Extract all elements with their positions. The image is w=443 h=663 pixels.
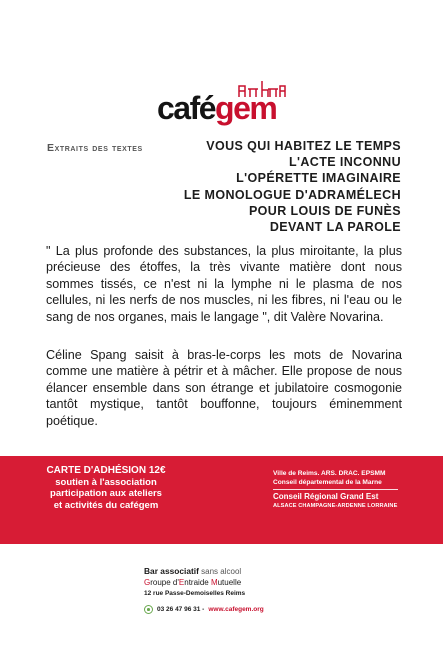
footer-bar-bold: Bar associatif — [144, 566, 199, 576]
logo-word-cafe: café — [157, 90, 216, 126]
sponsor-region: Conseil Régional Grand Est — [273, 492, 379, 502]
membership-price: CARTE D'ADHÉSION 12€ — [46, 465, 166, 476]
footer-group-text: roupe d' — [150, 578, 179, 587]
title-item: LE MONOLOGUE D'ADRAMÉLECH — [183, 187, 401, 202]
footer-group-initial: G — [144, 578, 151, 587]
footer-contact — [144, 605, 264, 614]
footer-bar-line — [144, 566, 324, 577]
description-paragraph: Céline Spang saisit à bras-le-corps les mots de Novarina comme une matière à pétrir et à mâcher. Elle propose de nous élancer ensemble dans son étrange et jubilatoire cosmogonie tantôt mystique, tantôt bouffonne, toujours éminemment poétique. — [46, 348, 402, 428]
footer-group-line — [144, 577, 324, 588]
footer-phone: 03 26 47 96 31 - — [157, 606, 205, 613]
membership-line: participation aux ateliers — [50, 488, 162, 500]
footer-group-text: utuelle — [217, 578, 242, 587]
footer-info — [144, 566, 324, 599]
logo-wordmark — [157, 90, 276, 127]
footer-group-initial: E — [178, 578, 185, 587]
titles-list — [184, 138, 401, 235]
membership-band — [0, 456, 443, 544]
sponsors-block — [273, 469, 398, 511]
footer-bar-rest: sans alcool — [198, 567, 242, 576]
membership-line: et activités du cafégem — [53, 499, 159, 511]
title-item: POUR LOUIS DE FUNÈS — [248, 203, 401, 218]
sponsor-line: Conseil départemental de la Marne — [273, 479, 382, 487]
title-item: VOUS QUI HABITEZ LE TEMPS — [206, 139, 401, 153]
sponsor-region-sub: ALSACE CHAMPAGNE-ARDENNE LORRAINE — [273, 502, 398, 509]
membership-info — [0, 465, 212, 511]
logo-word-gem: gem — [215, 90, 277, 126]
title-item: L'OPÉRETTE IMAGINAIRE — [236, 171, 401, 186]
phone-icon — [144, 605, 153, 614]
title-item: L'ACTE INCONNU — [288, 155, 401, 170]
footer-website-link[interactable]: www.cafegem.org — [208, 606, 264, 613]
title-item: DEVANT LA PAROLE — [269, 220, 401, 235]
extraits-label: Extraits des textes — [47, 142, 143, 154]
footer-group-text: ntraide — [184, 578, 211, 587]
cafegem-logo — [155, 78, 290, 130]
footer-group-initial: M — [210, 578, 218, 587]
footer-address: 12 rue Passe-Demoiselles Reims — [144, 590, 246, 597]
membership-line: soutien à l'association — [55, 476, 157, 488]
quote-paragraph: " La plus profonde des substances, la plus miroitante, la plus précieuse des étoffes, la très vivante matière dont nous sommes tissés, ce n'est ni la lymphe ni le plasma de nos cellules, ni les nerfs de nos muscles, ni les fibres, ni l'eau ou le sang de nos organes, mais le langage ", dit Valère Novarina. — [46, 244, 402, 324]
sponsor-divider — [273, 489, 398, 490]
sponsor-line: Ville de Reims. ARS. DRAC. EPSMM — [273, 470, 386, 477]
